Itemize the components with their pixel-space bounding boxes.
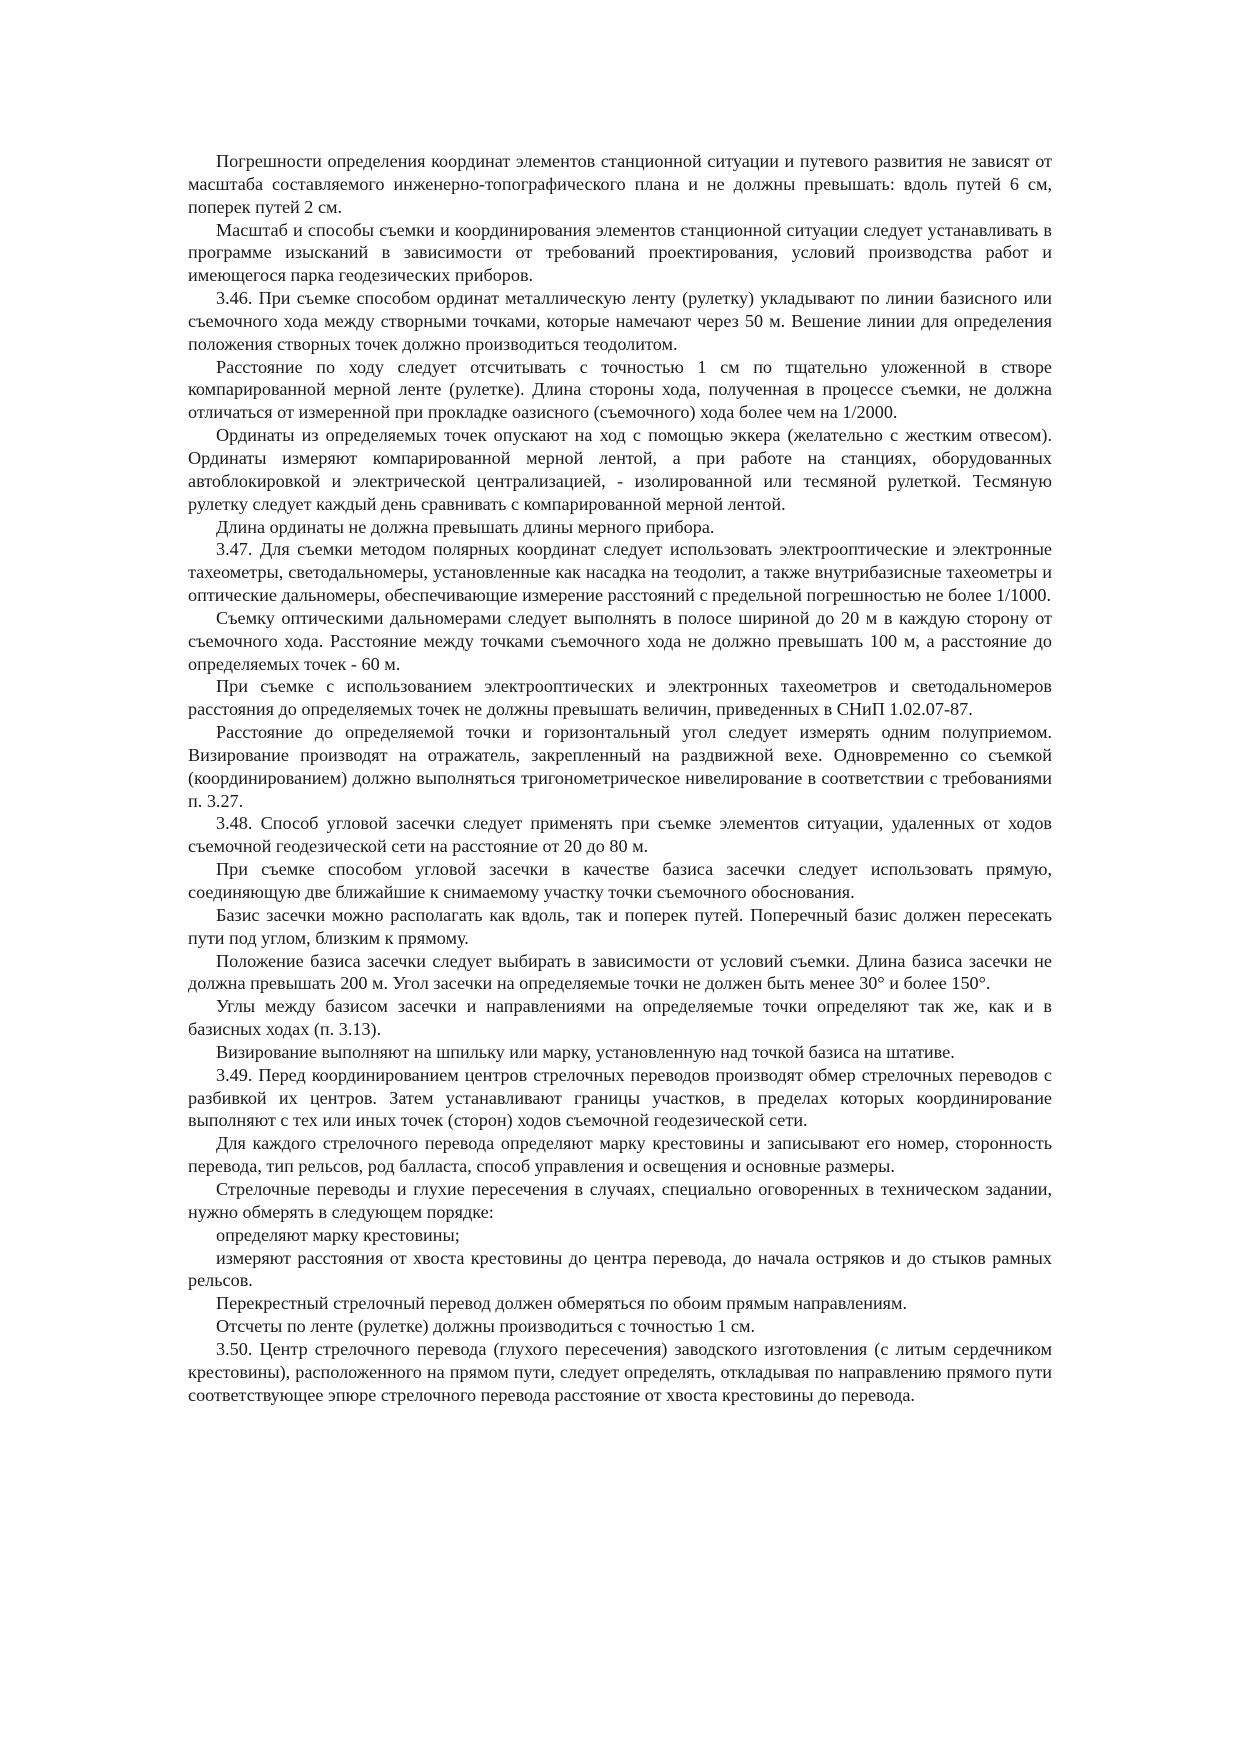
paragraph-24: 3.50. Центр стрелочного перевода (глухого пересечения) заводского изготовления (с литым сердечником крестовины), расположенного на прямом пути, следует определять, откладывая по направлению прямого пути соответствующее эпюре стрелочного перевода расстояние от хвоста крестовины до перевода. (188, 1338, 1052, 1405)
paragraph-6: Длина ординаты не должна превышать длины мерного прибора. (216, 516, 715, 537)
paragraph-14: Положение базиса засечки следует выбирать в зависимости от условий съемки. Длина базиса засечки не должна превышать 200 м. Угол засечки на определяемые точки не должен быть менее 30° и более 150°. (188, 950, 1052, 994)
paragraph-22: Перекрестный стрелочный перевод должен обмеряться по обоим прямым направлениям. (216, 1293, 908, 1314)
paragraph-1: Погрешности определения координат элементов станционной ситуации и путевого развития не зависят от масштаба составляемого инженерно-топографического плана и не должны превышать: вдоль путей 6 см, поперек путей 2 см. (188, 151, 1052, 217)
paragraph-10: Расстояние до определяемой точки и горизонтальный угол следует измерять одним полуприемом. Визирование производят на отражатель, закрепленный на раздвижной вехе. Одновременно со съемкой (координированием) должно выполняться тригонометрическое нивелирование в соответствии с требованиями п. 3.27. (188, 722, 1052, 811)
paragraph-15: Углы между базисом засечки и направлениями на определяемые точки определяют так же, как и в базисных ходах (п. 3.13). (188, 996, 1052, 1040)
paragraph-4: Расстояние по ходу следует отсчитывать с точностью 1 см по тщательно уложенной в створе компарированной мерной ленте (рулетке). Длина стороны хода, полученная в процессе съемки, не должна отличаться от измеренной при прокладке оазисного (съемочного) хода более чем на 1/2000. (188, 356, 1052, 423)
paragraph-7: 3.47. Для съемки методом полярных координат следует использовать электрооптические и электронные тахеометры, светодальномеры, установленные как насадка на теодолит, а также внутрибазисные тахеометры и оптические дальномеры, обеспечивающие измерение расстояний с предельной погрешностью не более 1/1000. (188, 539, 1052, 606)
paragraph-13: Базис засечки можно располагать как вдоль, так и поперек путей. Поперечный базис должен пересекать пути под углом, близким к прямому. (188, 904, 1052, 948)
paragraph-16: Визирование выполняют на шпильку или марку, установленную над точкой базиса на штативе. (216, 1041, 955, 1062)
paragraph-2: Масштаб и способы съемки и координирования элементов станционной ситуации следует устанавливать в программе изысканий в зависимости от требований проектирования, условий производства работ и имеющегося парка геодезических приборов. (188, 219, 1052, 286)
paragraph-8: Съемку оптическими дальномерами следует выполнять в полосе шириной до 20 м в каждую сторону от съемочного хода. Расстояние между точками съемочного хода не должно превышать 100 м, а расстояние до определяемых точек - 60 м. (188, 607, 1052, 674)
paragraph-21: измеряют расстояния от хвоста крестовины до центра перевода, до начала остряков и до стыков рамных рельсов. (188, 1247, 1052, 1291)
paragraph-3: 3.46. При съемке способом ординат металлическую ленту (рулетку) укладывают по линии базисного или съемочного хода между створными точками, которые намечают через 50 м. Вешение линии для определения положения створных точек должно производиться теодолитом. (188, 288, 1052, 354)
document-text (188, 150, 1052, 1406)
paragraph-17: 3.49. Перед координированием центров стрелочных переводов производят обмер стрелочных переводов с разбивкой их центров. Затем устанавливают границы участков, в пределах которых координирование выполняют с тех или иных точек (сторон) ходов съемочной геодезической сети. (188, 1064, 1052, 1131)
paragraph-23: Отсчеты по ленте (рулетке) должны производиться с точностью 1 см. (216, 1316, 756, 1337)
paragraph-11: 3.48. Способ угловой засечки следует применять при съемке элементов ситуации, удаленных от ходов съемочной геодезической сети на расстояние от 20 до 80 м. (188, 813, 1052, 857)
paragraph-12: При съемке способом угловой засечки в качестве базиса засечки следует использовать прямую, соединяющую две ближайшие к снимаемому участку точки съемочного обоснования. (188, 859, 1052, 902)
paragraph-18: Для каждого стрелочного перевода определяют марку крестовины и записывают его номер, сторонность перевода, тип рельсов, род балласта, способ управления и освещения и основные размеры. (188, 1133, 1052, 1177)
paragraph-5: Ординаты из определяемых точек опускают на ход с помощью эккера (желательно с жестким отвесом). Ординаты измеряют компарированной мерной лентой, а при работе на станциях, оборудованных автоблокировкой и электрической централизацией, - изолированной или тесмяной рулеткой. Тесмяную рулетку следует каждый день сравнивать с компарированной мерной лентой. (188, 425, 1052, 514)
paragraph-9: При съемке с использованием электрооптических и электронных тахеометров и светодальномеров расстояния до определяемых точек не должны превышать величин, приведенных в СНиП 1.02.07-87. (188, 676, 1052, 720)
paragraph-20: определяют марку крестовины; (216, 1224, 460, 1245)
paragraph-19: Стрелочные переводы и глухие пересечения в случаях, специально оговоренных в техническом задании, нужно обмерять в следующем порядке: (188, 1178, 1052, 1222)
